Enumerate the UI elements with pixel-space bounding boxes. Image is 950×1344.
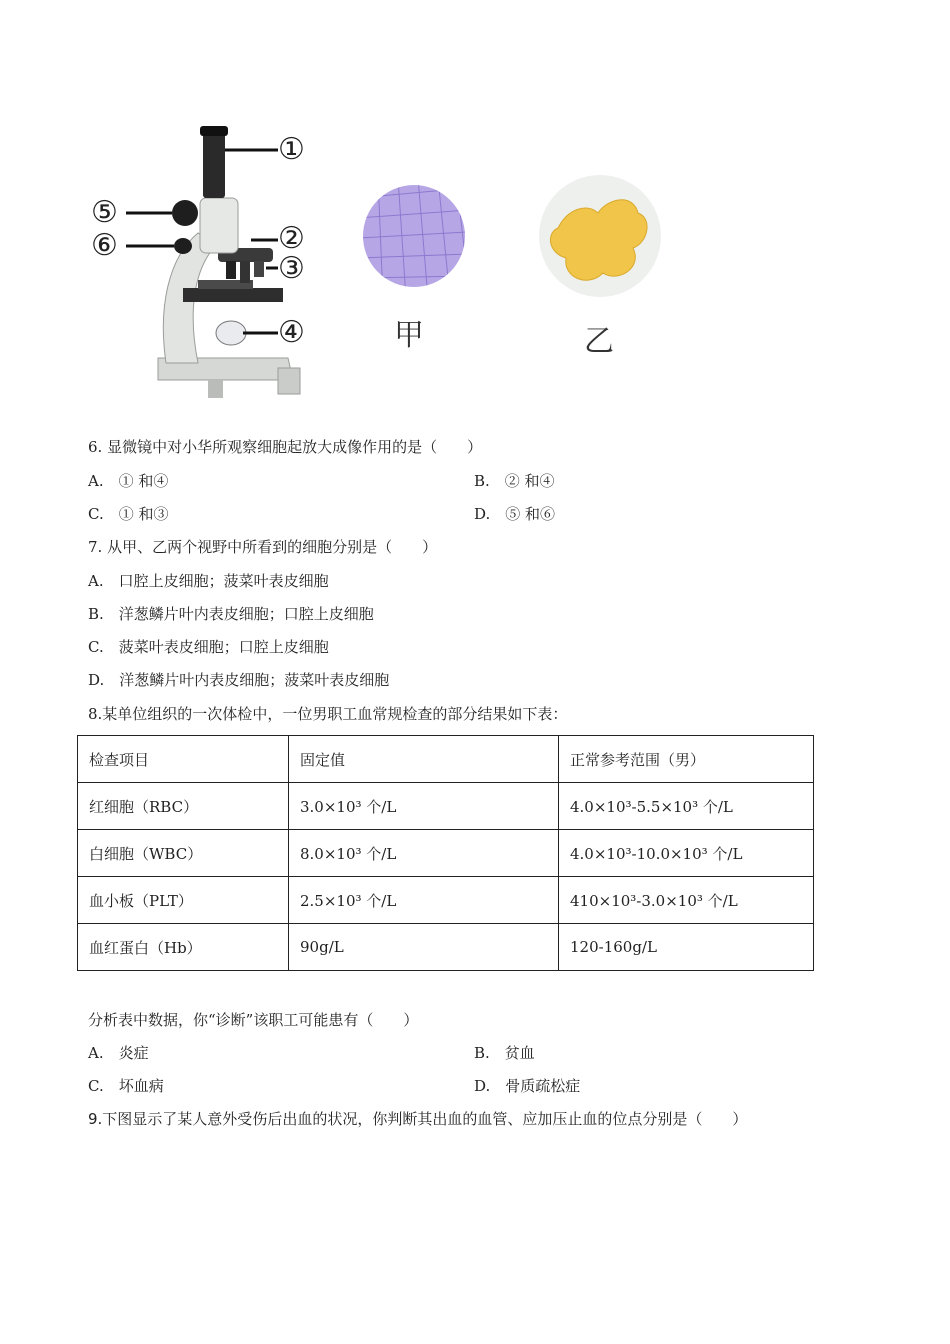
table-row bbox=[78, 783, 814, 830]
table-cell: 120-160g/L bbox=[559, 924, 814, 971]
q6-option-d: D. ⑤ 和⑥ bbox=[474, 505, 556, 523]
q8-analysis: 分析表中数据，你“诊断”该职工可能患有（ ） bbox=[88, 1011, 419, 1029]
q8-stem: 8.某单位组织的一次体检中，一位男职工血常规检查的部分结果如下表： bbox=[88, 705, 568, 723]
q6-option-c: C. ① 和③ bbox=[88, 505, 169, 523]
table-cell: 血红蛋白（Hb） bbox=[78, 924, 289, 971]
q8-option-c: C. 坏血病 bbox=[88, 1077, 164, 1095]
table-header-cell: 固定值 bbox=[289, 736, 559, 783]
table-cell: 8.0×10³ 个/L bbox=[289, 830, 559, 877]
microscope-illustration bbox=[88, 118, 688, 418]
q7-option-a: A. 口腔上皮细胞；菠菜叶表皮细胞 bbox=[88, 572, 329, 590]
table-cell: 410×10³-3.0×10³ 个/L bbox=[559, 877, 814, 924]
callout-4: ④ bbox=[278, 315, 305, 350]
q8-option-d: D. 骨质疏松症 bbox=[474, 1077, 581, 1095]
view-label-jia: 甲 bbox=[394, 318, 424, 353]
callout-3: ③ bbox=[278, 251, 305, 286]
q7-stem: 7. 从甲、乙两个视野中所看到的细胞分别是（ ） bbox=[88, 538, 438, 556]
callout-2: ② bbox=[278, 221, 305, 256]
table-row bbox=[78, 830, 814, 877]
q7-option-c: C. 菠菜叶表皮细胞；口腔上皮细胞 bbox=[88, 638, 329, 656]
q9-stem: 9.下图显示了某人意外受伤后出血的状况，你判断其出血的血管、应加压止血的位点分别是（ ） bbox=[88, 1110, 748, 1128]
table-cell: 血小板（PLT） bbox=[78, 877, 289, 924]
q7-option-b: B. 洋葱鳞片叶内表皮细胞；口腔上皮细胞 bbox=[88, 605, 374, 623]
table-cell: 4.0×10³-10.0×10³ 个/L bbox=[559, 830, 814, 877]
table-cell: 90g/L bbox=[289, 924, 559, 971]
blood-test-table bbox=[77, 735, 814, 971]
q6-option-b: B. ② 和④ bbox=[474, 472, 555, 490]
table-cell: 4.0×10³-5.5×10³ 个/L bbox=[559, 783, 814, 830]
table-cell: 3.0×10³ 个/L bbox=[289, 783, 559, 830]
q8-option-b: B. 贫血 bbox=[474, 1044, 535, 1062]
onion-cell-field bbox=[363, 185, 465, 287]
table-cell: 2.5×10³ 个/L bbox=[289, 877, 559, 924]
view-label-yi: 乙 bbox=[584, 324, 614, 359]
callout-6: ⑥ bbox=[91, 228, 118, 263]
table-header-cell: 正常参考范围（男） bbox=[559, 736, 814, 783]
callout-5: ⑤ bbox=[91, 195, 118, 230]
q8-option-a: A. 炎症 bbox=[88, 1044, 149, 1062]
microscope-figure bbox=[88, 118, 688, 418]
table-header-row bbox=[78, 736, 814, 783]
table-row bbox=[78, 924, 814, 971]
q6-option-a: A. ① 和④ bbox=[88, 472, 169, 490]
table-row bbox=[78, 877, 814, 924]
q7-option-d: D. 洋葱鳞片叶内表皮细胞；菠菜叶表皮细胞 bbox=[88, 671, 390, 689]
table-cell: 红细胞（RBC） bbox=[78, 783, 289, 830]
callout-1: ① bbox=[278, 132, 305, 167]
table-header-cell: 检查项目 bbox=[78, 736, 289, 783]
q6-stem: 6. 显微镜中对小华所观察细胞起放大成像作用的是（ ） bbox=[88, 438, 483, 456]
table-cell: 白细胞（WBC） bbox=[78, 830, 289, 877]
